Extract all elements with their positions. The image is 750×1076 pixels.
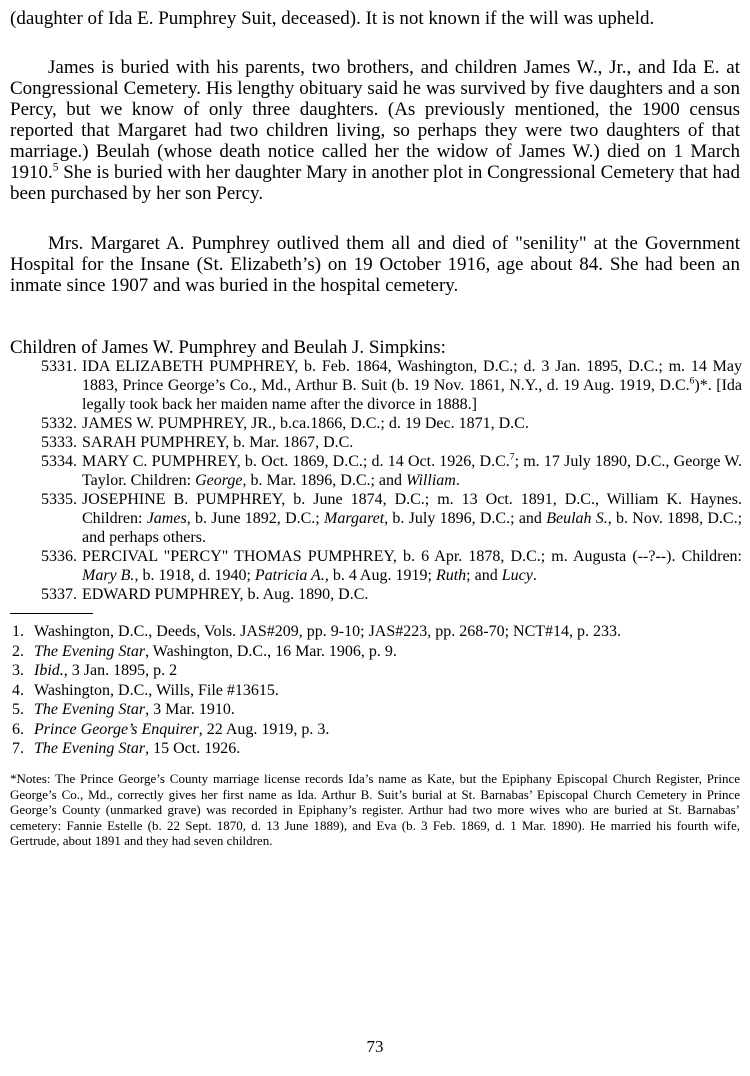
- children-section-heading: Children of James W. Pumphrey and Beulah J. Simpkins:: [10, 337, 446, 358]
- child-entry-number: 5336.: [41, 548, 77, 565]
- footnote: [12, 622, 736, 642]
- child-entry-number: 5331.: [41, 358, 77, 375]
- child-entry: [41, 433, 742, 452]
- footnote-text: The Evening Star, 15 Oct. 1926.: [34, 740, 241, 757]
- child-entry-number: 5333.: [41, 434, 77, 451]
- child-entry-text: MARY C. PUMPHREY, b. Oct. 1869, D.C.; d. 14 Oct. 1926, D.C.$^7$; m. 17 July 1890, D.C., George W. Taylor. Children: George, b. Mar. 1896, D.C.; and William.: [82, 451, 743, 489]
- child-entry-text: IDA ELIZABETH PUMPHREY, b. Feb. 1864, Washington, D.C.; d. 3 Jan. 1895, D.C.; m. 14 May 1883, Prince George’s Co., Md., Arthur B. Suit (b. 19 Nov. 1861, N.Y., d. 19 Aug. 1919, D.C.$^6$)*. [Ida legally took back her maiden name after the divorce in 1888.]: [82, 358, 742, 413]
- child-entry: [41, 452, 742, 490]
- footnote: [12, 700, 736, 720]
- child-entry: [41, 414, 742, 433]
- footnote-number: 1.: [12, 623, 24, 640]
- child-entry: [41, 585, 742, 604]
- child-entry-number: 5334.: [41, 453, 77, 470]
- child-entry-text: JOSEPHINE B. PUMPHREY, b. June 1874, D.C.; m. 13 Oct. 1891, D.C., William K. Haynes. Children: James, b. June 1892, D.C.; Margaret, b. July 1896, D.C.; and Beulah S., b. Nov. 1898, D.C.; and perhaps others.: [82, 491, 743, 546]
- footnote-text: Ibid., 3 Jan. 1895, p. 2: [34, 662, 178, 679]
- page-number: 73: [366, 1037, 384, 1056]
- footnote-number: 6.: [12, 720, 24, 738]
- notes-paragraph: *Notes: The Prince George’s County marriage license records Ida’s name as Kate, but the Epiphany Episcopal Church Register, Prince George’s Co., Md., correctly gives her first name as Ida. Arthur B. Suit’s burial at St. Barnabas’ Episcopal Church Cemetery in Prince George’s County (unmarked grave) was recorded in Epiphany’s register. Arthur had two more wives who are buried at St. Barnabas’ cemetery: Fannie Estelle (b. 22 Sept. 1870, d. 13 June 1889), and Eva (b. 3 Feb. 1869, d. 1 Mar. 1890). He married his fourth wife, Gertrude, about 1891 and they had seven children.: [10, 771, 740, 849]
- child-entry: [41, 357, 742, 414]
- footnote-text: The Evening Star, Washington, D.C., 16 Mar. 1906, p. 9.: [34, 642, 397, 660]
- child-entry-number: 5335.: [41, 491, 77, 508]
- footnote-text: The Evening Star, 3 Mar. 1910.: [34, 701, 235, 718]
- child-entry-number: 5337.: [41, 586, 77, 603]
- child-entry-number: 5332.: [41, 415, 77, 432]
- child-entry: [41, 490, 742, 547]
- children-list: [41, 357, 742, 604]
- footnote-number: 2.: [12, 642, 24, 660]
- paragraph-margaret: Mrs. Margaret A. Pumphrey outlived them all and died of "senility" at the Government Hospital for the Insane (St. Elizabeth’s) on 19 October 1916, age about 84. She had been an inmate since 1907 and was buried in the hospital cemetery.: [10, 233, 740, 296]
- footnote-list: [12, 622, 736, 759]
- child-entry-text: PERCIVAL "PERCY" THOMAS PUMPHREY, b. 6 Apr. 1878, D.C.; m. Augusta (--?--). Children: Mary B., b. 1918, d. 1940; Patricia A., b. 4 Aug. 1919; Ruth; and Lucy.: [82, 548, 742, 584]
- footnote: [12, 642, 736, 662]
- child-entry-text: JAMES W. PUMPHREY, JR., b.ca.1866, D.C.; d. 19 Dec. 1871, D.C.: [82, 415, 529, 432]
- footnote-number: 7.: [12, 740, 24, 757]
- footnote-number: 3.: [12, 662, 24, 679]
- footnote-text: Prince George’s Enquirer, 22 Aug. 1919, p. 3.: [34, 720, 330, 738]
- footnote-number: 5.: [12, 701, 24, 718]
- paragraph-continuation: (daughter of Ida E. Pumphrey Suit, deceased). It is not known if the will was upheld.: [10, 8, 655, 29]
- footnote: [12, 739, 736, 759]
- footnote-number: 4.: [12, 681, 24, 699]
- footnote: [12, 661, 736, 681]
- footnote-separator: [10, 613, 93, 614]
- child-entry: [41, 547, 742, 585]
- child-entry-text: EDWARD PUMPHREY, b. Aug. 1890, D.C.: [82, 586, 369, 603]
- footnote: [12, 681, 736, 701]
- footnote: [12, 720, 736, 740]
- child-entry-text: SARAH PUMPHREY, b. Mar. 1867, D.C.: [82, 434, 354, 451]
- footnote-text: Washington, D.C., Wills, File #13615.: [34, 681, 279, 699]
- footnote-text: Washington, D.C., Deeds, Vols. JAS#209, pp. 9-10; JAS#223, pp. 268-70; NCT#14, p. 233.: [34, 623, 622, 640]
- paragraph-james-burial: James is buried with his parents, two brothers, and children James W., Jr., and Ida E. at Congressional Cemetery. His lengthy obituary said he was survived by five daughters and a son Percy, but we know of only three daughters. (As previously mentioned, the 1900 census reported that Margaret had two children living, so perhaps they were two daughters of that marriage.) Beulah (whose death notice called her the widow of James W.) died on 1 March 1910.$^5$ She is buried with her daughter Mary in another plot in Congressional Cemetery that had been purchased by her son Percy.: [10, 57, 740, 204]
